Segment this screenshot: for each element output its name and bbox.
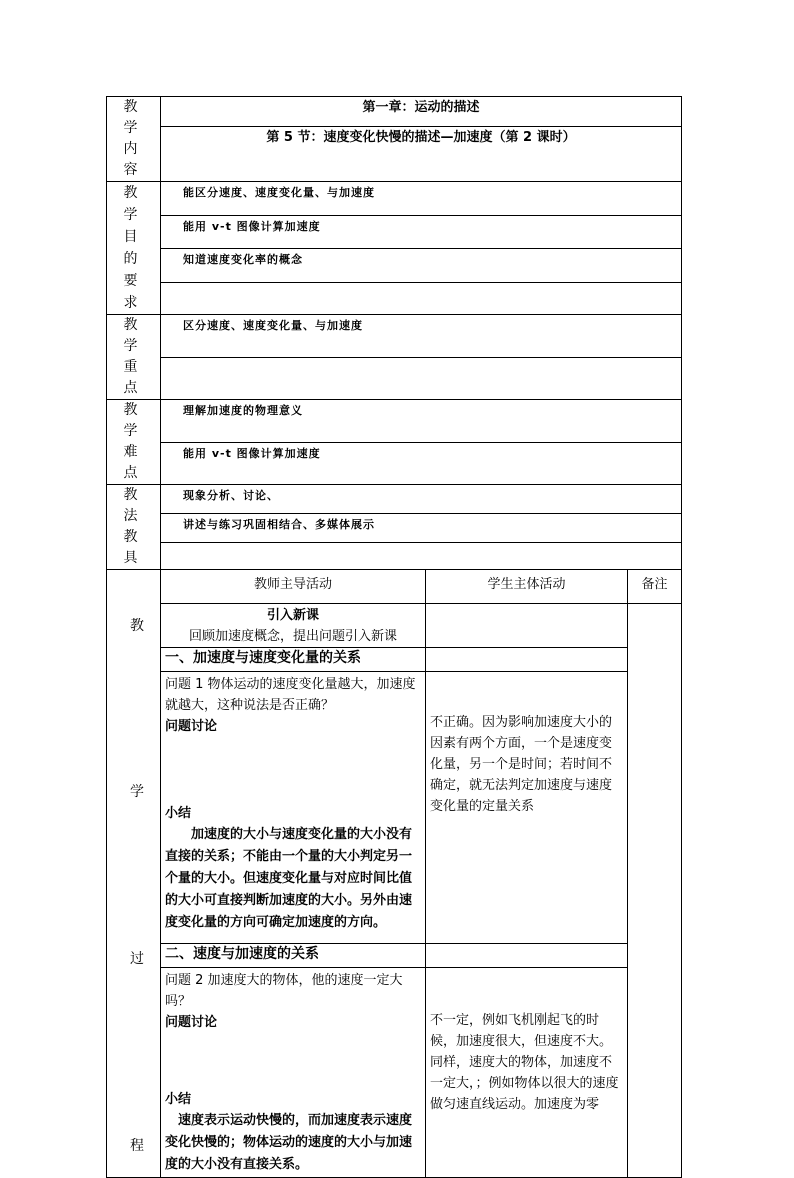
process-label [107, 570, 161, 1178]
part1-title: 一、加速度与速度变化量的关系 [161, 648, 426, 672]
part1-student-cell [426, 648, 628, 672]
part2-content [161, 968, 426, 1178]
intro-cell [161, 604, 426, 648]
process-label-char: 过 [130, 951, 144, 967]
part1-content [161, 672, 426, 944]
summary-1-title: 小结 [165, 806, 192, 821]
discussion-2-label: 问题讨论 [165, 1015, 218, 1030]
process-label-char: 学 [130, 784, 144, 800]
method-item: 讲述与练习巩固相结合、多媒体展示 [161, 513, 682, 542]
goal-item: 知道速度变化率的概念 [161, 249, 682, 283]
difficulty-item: 能用 v-t 图像计算加速度 [161, 442, 682, 485]
key-point-item [161, 358, 682, 400]
method-item: 现象分析、讨论、 [161, 485, 682, 514]
col-teacher-header: 教师主导活动 [161, 570, 426, 604]
part2-student-cell [426, 944, 628, 968]
note-cell [628, 604, 682, 1178]
methods-label: 教 法 教 具 [107, 485, 161, 570]
section-title: 第 5 节：速度变化快慢的描述—加速度（第 2 课时） [161, 127, 682, 182]
goal-item: 能用 v-t 图像计算加速度 [161, 215, 682, 249]
answer-1: 不正确。因为影响加速度大小的因素有两个方面，一个是速度变化量，另一个是时间；若时间不确定，就无法判定加速度与速度变化量的定量关系 [426, 672, 628, 944]
process-label-char: 教 [130, 618, 144, 634]
process-label-char: 程 [130, 1138, 144, 1154]
goal-item: 能区分速度、速度变化量、与加速度 [161, 182, 682, 216]
chapter-title: 第一章：运动的描述 [161, 97, 682, 127]
difficulty-item: 理解加速度的物理意义 [161, 400, 682, 443]
content-label: 教 学 内 容 [107, 97, 161, 182]
lesson-plan-table [106, 96, 682, 1178]
col-note-header: 备注 [628, 570, 682, 604]
intro-text: 回顾加速度概念，提出问题引入新课 [188, 629, 397, 644]
method-item [161, 542, 682, 569]
question-2: 问题 2 加速度大的物体，他的速度一定大吗？ [165, 973, 403, 1009]
difficulties-label: 教 学 难 点 [107, 400, 161, 485]
discussion-1-label: 问题讨论 [165, 719, 218, 734]
col-student-header: 学生主体活动 [426, 570, 628, 604]
summary-2-text: 速度表示运动快慢的，而加速度表示速度变化快慢的；物体运动的速度的大小与加速度的大小没有直接关系。 [165, 1113, 413, 1172]
answer-2: 不一定，例如飞机刚起飞的时候，加速度很大，但速度不大。同样，速度大的物体，加速度不一定大，；例如物体以很大的速度做匀速直线运动。加速度为零 [426, 968, 628, 1178]
part2-title: 二、速度与加速度的关系 [161, 944, 426, 968]
question-1: 问题 1 物体运动的速度变化量越大，加速度就越大，这种说法是否正确？ [165, 677, 416, 713]
intro-student-cell [426, 604, 628, 648]
summary-2-title: 小结 [165, 1092, 192, 1107]
intro-title: 引入新课 [266, 608, 319, 623]
summary-1-text: 加速度的大小与速度变化量的大小没有直接的关系；不能由一个量的大小判定另一个量的大小。但速度变化量与对应时间比值的大小可直接判断加速度的大小。另外由速度变化量的方向可确定加速度的方向。 [165, 827, 413, 930]
key-point-item: 区分速度、速度变化量、与加速度 [161, 315, 682, 358]
goals-label: 教 学 目 的 要 求 [107, 182, 161, 315]
key-points-label: 教 学 重 点 [107, 315, 161, 400]
goal-item [161, 282, 682, 314]
